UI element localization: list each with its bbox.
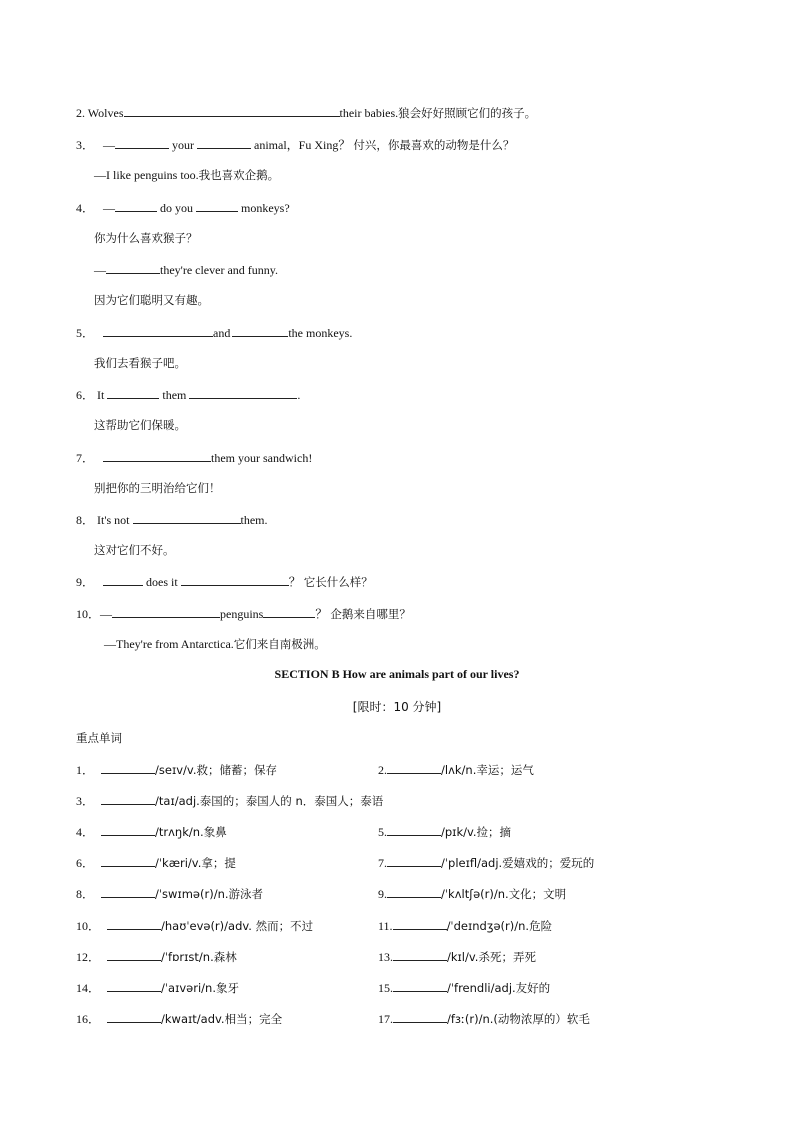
dash: — — [100, 607, 113, 621]
answer-blank[interactable] — [101, 823, 155, 836]
answer-text: they're clever and funny. — [160, 263, 278, 277]
vocab-item — [378, 885, 566, 902]
vocab-text: /ˈdeɪndʒə(r)/n.危险 — [446, 919, 553, 933]
question-text: It — [97, 388, 105, 402]
answer-blank[interactable] — [232, 324, 288, 337]
question-text: and — [213, 326, 231, 340]
vocab-item — [76, 823, 227, 840]
answer-blank[interactable] — [133, 511, 241, 524]
answer-blank[interactable] — [101, 885, 155, 898]
answer-blank[interactable] — [112, 605, 220, 618]
vocab-item — [76, 854, 236, 871]
question-number: 2. — [76, 106, 85, 120]
vocab-text: /seɪv/v.救；储蓄；保存 — [155, 763, 277, 777]
question-number: 8． — [76, 513, 95, 527]
question-number: 9． — [76, 575, 95, 589]
vocab-text: /pɪk/v.捡；摘 — [441, 825, 512, 839]
answer-blank[interactable] — [393, 1010, 447, 1023]
answer-blank[interactable] — [107, 979, 161, 992]
answer-blank[interactable] — [101, 761, 155, 774]
answer-text: —They're from Antarctica. — [104, 637, 234, 651]
answer-blank[interactable] — [197, 136, 251, 149]
vocab-item — [76, 792, 383, 809]
translation-text: 付兴，你最喜欢的动物是什么？ — [353, 138, 515, 152]
answer-blank[interactable] — [103, 449, 211, 462]
answer-blank[interactable] — [393, 979, 447, 992]
vocab-item — [378, 979, 550, 996]
vocab-text: /ˈswɪmə(r)/n.游泳者 — [155, 887, 264, 901]
vocab-item — [378, 823, 511, 840]
question-2 — [76, 104, 536, 121]
vocab-text: /ˈaɪvəri/n.象牙 — [161, 981, 239, 995]
vocab-text: /ˈkæri/v.拿；提 — [155, 856, 236, 870]
item-number: 9. — [378, 887, 387, 901]
item-number: 2. — [378, 763, 387, 777]
translation-text: 这对它们不好。 — [94, 543, 175, 557]
translation-text: 它们来自南极洲。 — [233, 637, 326, 651]
answer-blank[interactable] — [387, 885, 441, 898]
translation-text: 狼会好好照顾它们的孩子。 — [398, 106, 537, 120]
translation-text: 你为什么喜欢猴子？ — [94, 231, 198, 245]
question-5 — [76, 324, 352, 341]
vocab-item — [76, 917, 313, 934]
vocab-item — [76, 979, 239, 996]
vocab-item — [76, 1010, 282, 1027]
answer-blank[interactable] — [107, 386, 159, 399]
item-number: 12． — [76, 950, 101, 964]
question-10 — [76, 605, 411, 622]
question-text: . — [297, 388, 301, 402]
question-text: Wolves — [87, 106, 124, 120]
answer-blank[interactable] — [387, 854, 441, 867]
translation-text: 我也喜欢企鹅。 — [198, 168, 280, 182]
question-9 — [76, 573, 373, 590]
question-number: 10． — [76, 607, 101, 621]
question-6 — [76, 386, 300, 403]
translation-text: 企鹅来自哪里？ — [330, 607, 411, 621]
vocab-item — [378, 854, 594, 871]
item-number: 5. — [378, 825, 387, 839]
vocab-text: /ˈkʌltʃə(r)/n.文化；文明 — [441, 887, 567, 901]
item-number: 11. — [378, 919, 393, 933]
question-text: your — [172, 138, 195, 152]
question-4 — [76, 199, 290, 216]
answer-blank[interactable] — [103, 324, 213, 337]
vocab-text: /taɪ/adj.泰国的；泰国人的 n．泰国人；泰语 — [155, 794, 384, 808]
item-number: 1． — [76, 763, 95, 777]
item-number: 3． — [76, 794, 95, 808]
answer-text: —I like penguins too. — [94, 168, 199, 182]
answer-blank[interactable] — [107, 1010, 161, 1023]
answer-blank[interactable] — [107, 917, 161, 930]
question-text: monkeys? — [241, 201, 290, 215]
vocab-text: /fɜː(r)/n.(动物浓厚的）软毛 — [447, 1012, 590, 1026]
vocab-text: /lʌk/n.幸运；运气 — [441, 763, 534, 777]
question-text: ？ — [315, 607, 328, 621]
vocab-item — [76, 948, 237, 965]
answer-line — [94, 261, 278, 278]
dash: — — [94, 263, 106, 277]
question-text: them your sandwich! — [211, 451, 313, 465]
translation-text: 因为它们聪明又有趣。 — [94, 293, 209, 307]
answer-blank[interactable] — [115, 136, 169, 149]
answer-blank[interactable] — [103, 573, 143, 586]
question-number: 6． — [76, 388, 95, 402]
item-number: 14． — [76, 981, 101, 995]
question-number: 3． — [76, 138, 95, 152]
answer-blank[interactable] — [101, 792, 155, 805]
answer-blank[interactable] — [107, 948, 161, 961]
answer-blank[interactable] — [101, 854, 155, 867]
dash: — — [103, 138, 116, 152]
vocab-item — [378, 761, 534, 778]
item-number: 8． — [76, 887, 95, 901]
vocab-text: /ˈpleɪfl/adj.爱嬉戏的；爱玩的 — [441, 856, 595, 870]
item-number: 15. — [378, 981, 393, 995]
answer-blank[interactable] — [387, 823, 441, 836]
translation-text: 它长什么样？ — [303, 575, 373, 589]
answer-blank[interactable] — [393, 948, 447, 961]
translation-text: 我们去看猴子吧。 — [94, 356, 186, 370]
question-8 — [76, 511, 268, 528]
item-number: 7. — [378, 856, 387, 870]
item-number: 16． — [76, 1012, 101, 1026]
vocab-text: /trʌŋk/n.象鼻 — [155, 825, 227, 839]
question-text: the monkeys. — [288, 326, 353, 340]
question-text: their babies. — [339, 106, 399, 120]
item-number: 6． — [76, 856, 95, 870]
answer-blank[interactable] — [196, 199, 238, 212]
answer-blank[interactable] — [189, 386, 297, 399]
vocab-text: /kwaɪt/adv.相当；完全 — [161, 1012, 283, 1026]
question-3 — [76, 136, 514, 153]
item-number: 13. — [378, 950, 393, 964]
vocab-heading: 重点单词 — [76, 731, 122, 745]
question-text: do you — [160, 201, 194, 215]
translation-text: 别把你的三明治给它们！ — [94, 481, 221, 495]
question-text: does it — [146, 575, 178, 589]
answer-blank[interactable] — [124, 104, 340, 117]
vocab-text: /ˈfrendli/adj.友好的 — [447, 981, 551, 995]
vocab-text: /kɪl/v.杀死；弄死 — [447, 950, 536, 964]
vocab-item — [378, 917, 552, 934]
question-number: 5． — [76, 326, 95, 340]
translation-text: 这帮助它们保暖。 — [94, 418, 186, 432]
time-limit: [限时：10 分钟] — [352, 700, 442, 714]
vocab-item — [76, 761, 277, 778]
answer-blank[interactable] — [263, 605, 315, 618]
vocab-text: /ˈfɒrɪst/n.森林 — [161, 950, 237, 964]
question-text: It's not — [97, 513, 130, 527]
item-number: 4． — [76, 825, 95, 839]
question-text: animal，Fu Xing？ — [254, 138, 351, 152]
vocab-item — [76, 885, 263, 902]
answer-blank[interactable] — [115, 199, 157, 212]
vocab-text: /haʊˈevə(r)/adv. 然而；不过 — [161, 919, 314, 933]
answer-blank[interactable] — [181, 573, 289, 586]
section-title: SECTION B How are animals part of our lives? — [274, 667, 520, 681]
question-number: 7． — [76, 451, 95, 465]
question-7 — [76, 449, 312, 466]
answer-blank[interactable] — [106, 261, 160, 274]
question-text: ？ — [288, 575, 301, 589]
dash: — — [103, 201, 116, 215]
answer-blank[interactable] — [393, 917, 447, 930]
item-number: 10． — [76, 919, 101, 933]
answer-line — [104, 636, 326, 652]
question-text: penguins — [220, 607, 264, 621]
vocab-item — [378, 948, 536, 965]
question-number: 4． — [76, 201, 95, 215]
item-number: 17. — [378, 1012, 393, 1026]
question-text: them — [162, 388, 187, 402]
vocab-item — [378, 1010, 590, 1027]
question-text: them. — [240, 513, 268, 527]
answer-line — [94, 167, 279, 183]
answer-blank[interactable] — [387, 761, 441, 774]
